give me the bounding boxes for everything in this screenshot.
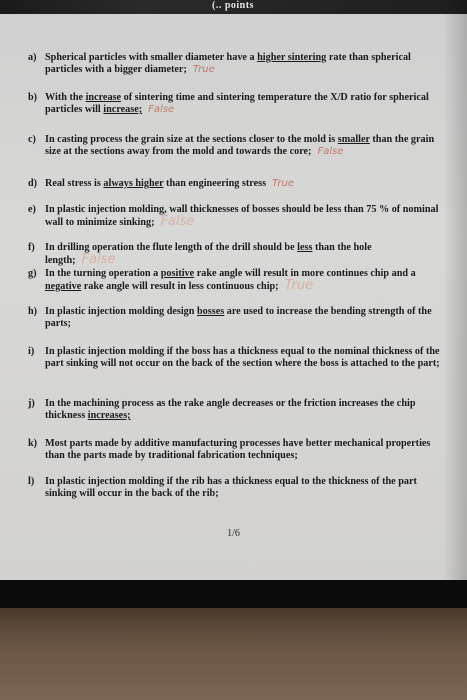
handwritten-answer: True (192, 64, 215, 75)
page-number: 1/6 (227, 528, 240, 539)
handwritten-answer: False (160, 214, 195, 229)
header-strip (0, 0, 467, 14)
question-e: e) In plastic injection molding, wall thicknesses of bosses should be less than 75 % of nominal wall to minimize sinking; False (28, 204, 439, 229)
question-f: f) In drilling operation the flute length of the drill should be less than the hole length; False (28, 242, 372, 267)
question-c: c) In casting process the grain size at the sections closer to the mold is smaller than the grain size at the sections away from the mold and towards the core; False (28, 134, 435, 157)
handwritten-answer: False (81, 252, 116, 267)
question-a: a) Spherical particles with smaller diameter have a higher sintering rate than spherical particles with a bigger diameter; True (28, 52, 411, 75)
handwritten-answer: True (272, 178, 294, 189)
question-g: g) In the turning operation a positive rake angle will result in more continues chip and a negative rake angle will result in less continuous chip; True (28, 268, 416, 293)
question-h: h) In plastic injection molding design bosses are used to increase the bending strength of the parts; (28, 306, 432, 329)
question-d: d) Real stress is always higher than engineering stress True (28, 178, 294, 189)
question-l: l) In plastic injection molding if the rib has a thickness equal to the thickness of the part sinking will occur in the back of the rib; (28, 476, 417, 499)
question-b: b) With the increase of sintering time and sintering temperature the X/D ratio for spherical particles will increase; False (28, 92, 429, 115)
points-header: (.. points (212, 0, 254, 11)
handwritten-answer: False (148, 104, 175, 115)
page-shadow (443, 0, 467, 580)
handwritten-answer: True (284, 278, 314, 293)
question-k: k) Most parts made by additive manufacturing processes have better mechanical properties than the parts made by traditional fabrication techniques; (28, 438, 431, 461)
question-i: i) In plastic injection molding if the boss has a thickness equal to the nominal thickness of the part sinking will not occur on the back of the section where the boss is attached to the part; (28, 346, 440, 369)
floor-background (0, 608, 467, 700)
question-j: j) In the machining process as the rake angle decreases or the friction increases the chip thickness increases; (28, 398, 416, 421)
handwritten-answer: False (317, 146, 344, 157)
